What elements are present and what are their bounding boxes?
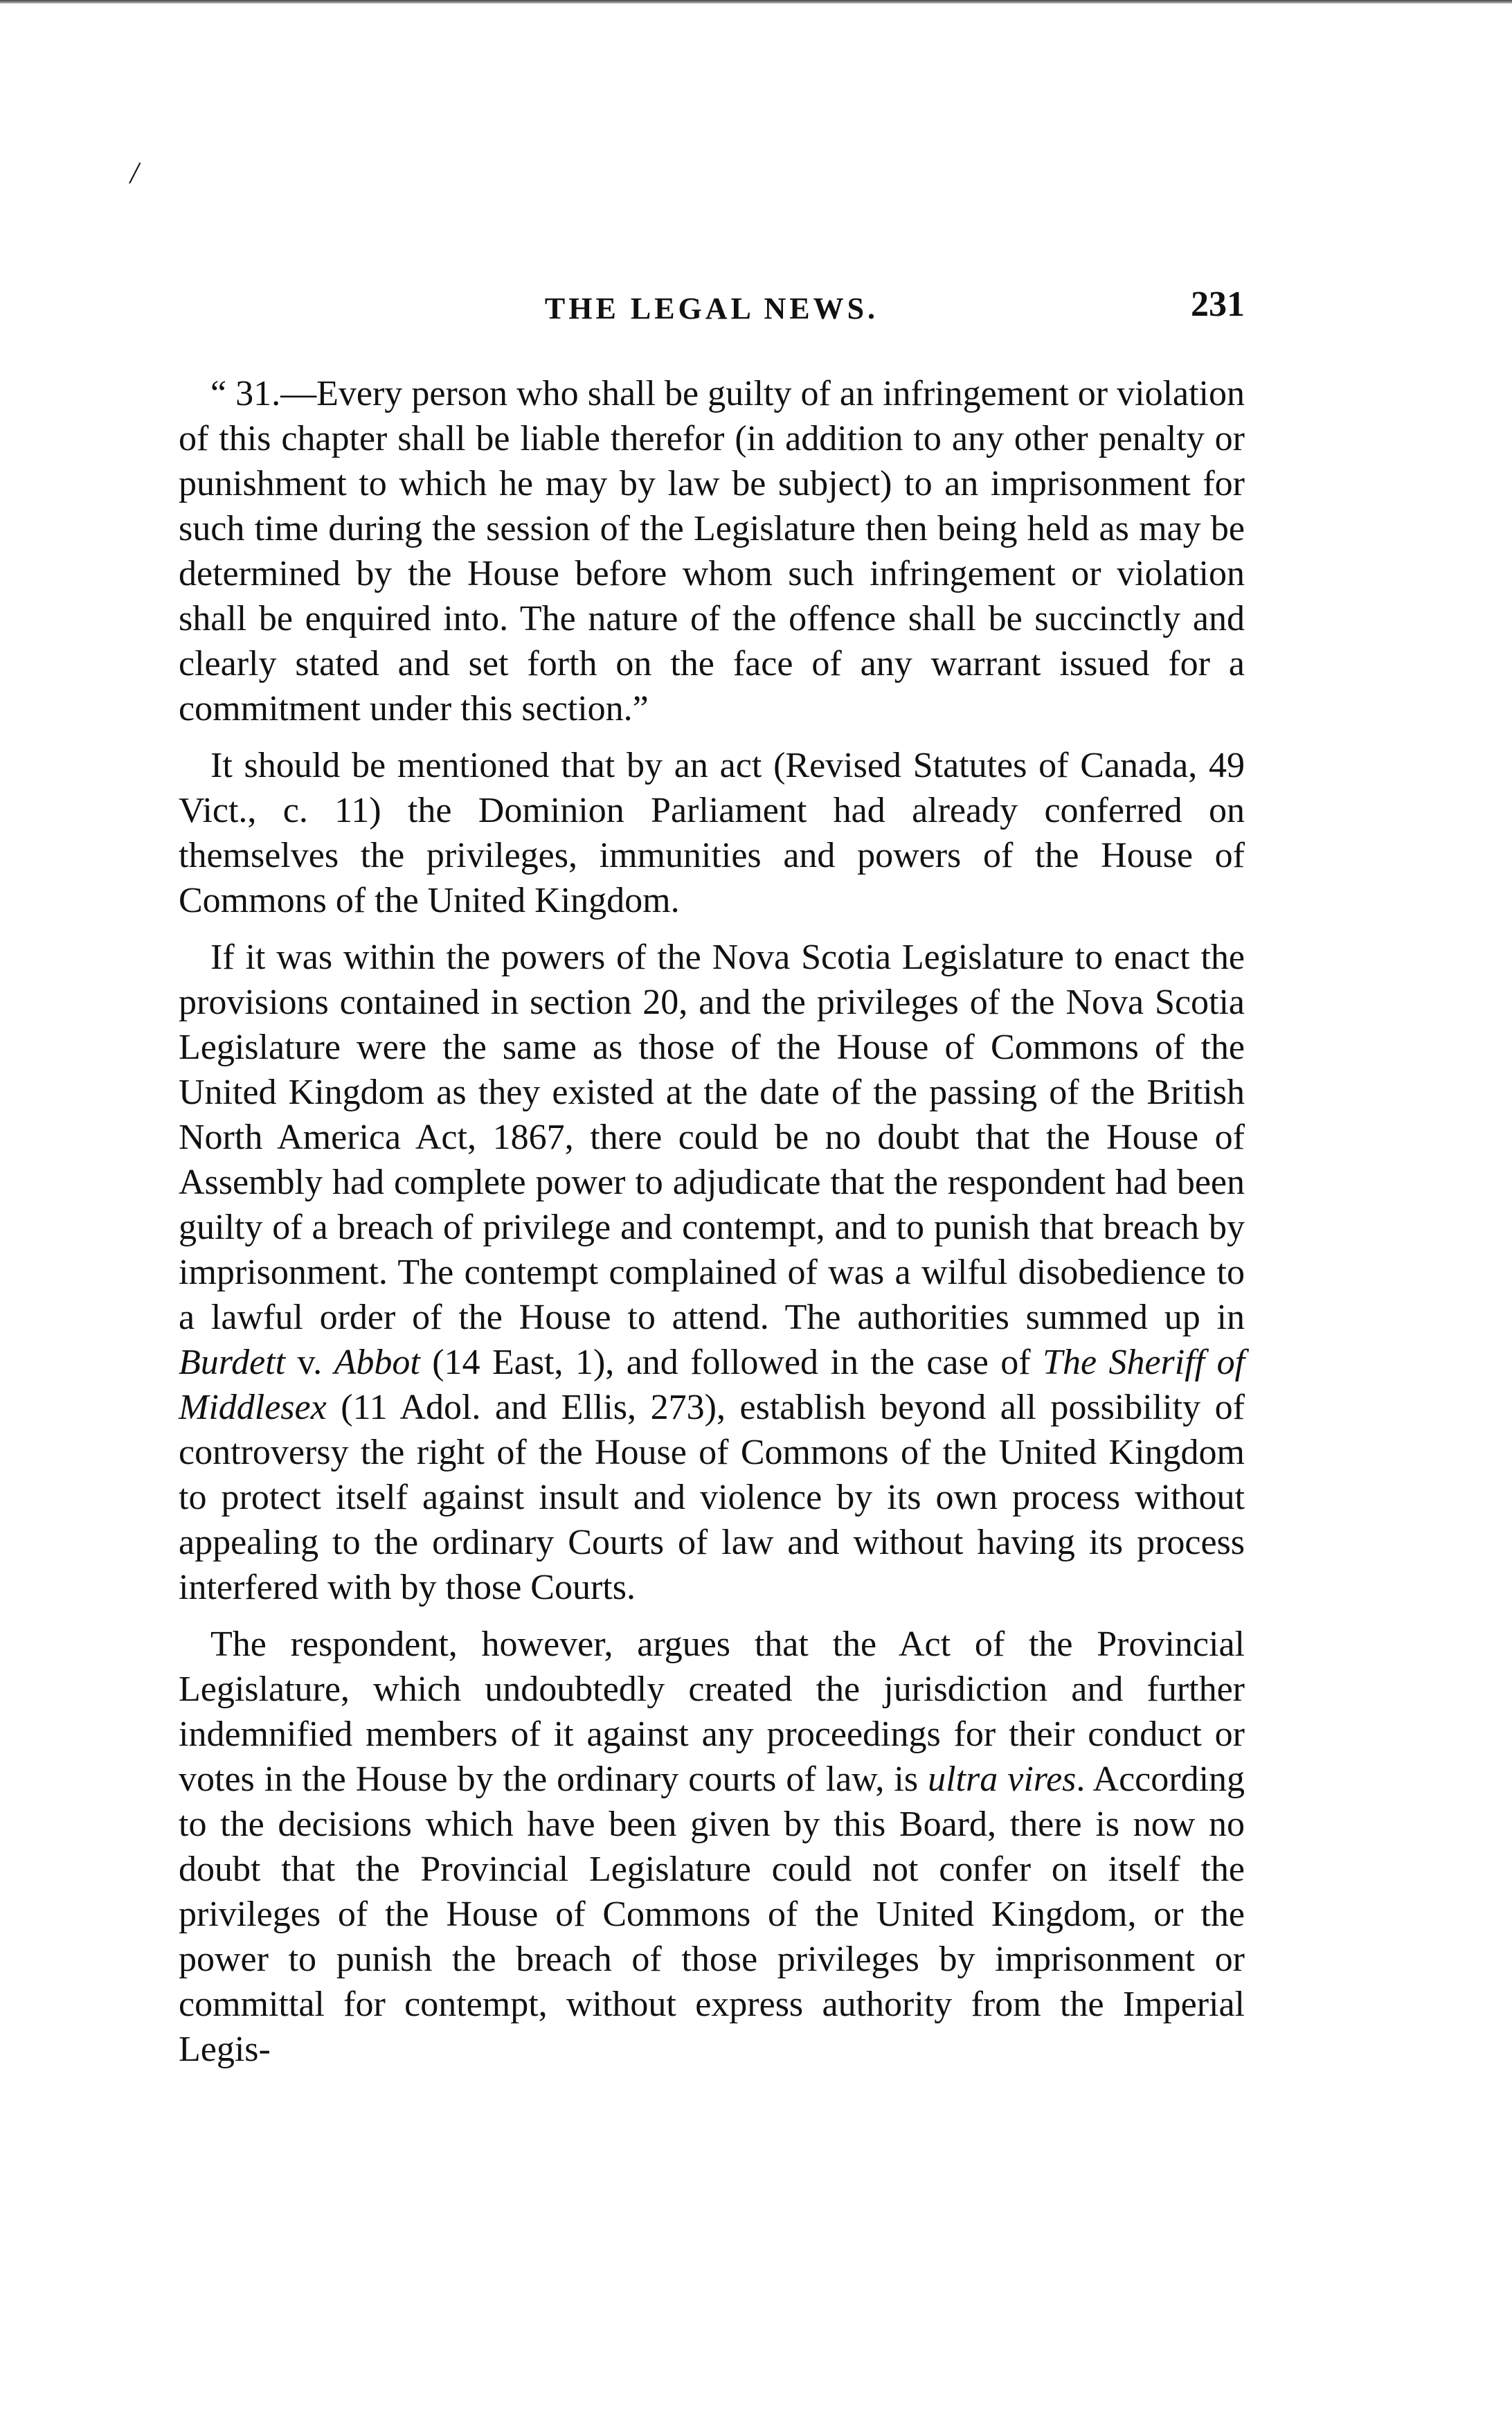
text-segment: v. — [285, 1343, 334, 1382]
paragraph — [179, 1622, 1245, 2072]
italic-citation: The Sheriff of Middlesex — [179, 1343, 1245, 1427]
text-segment: “ 31.—Every person who shall be guilty of an infringement or violation of this chapter shall be liable therefor (in addition to any other penalty or punishment to which he may by law be subject) to an imprisonment for such time during the session of the Legislature then being held as may be determined by the House before whom such infringement or violation shall be enquired into. The nature of the offence shall be succinctly and clearly stated and set forth on the face of any warrant issued for a commitment under this section.” — [179, 374, 1245, 728]
paragraph — [179, 743, 1245, 923]
running-head: THE LEGAL NEWS. — [544, 292, 879, 325]
page-number: 231 — [1191, 285, 1245, 324]
text-segment: (11 Adol. and Ellis, 273), establish beyond all possibility of controversy the right of the House of Commons of the United Kingdom to protect itself against insult and violence by its own process without appealing to the ordinary Courts of law and without having its process interfered with by those Courts. — [179, 1388, 1245, 1607]
italic-citation: Abbot — [334, 1343, 420, 1382]
italic-citation: ultra vires — [928, 1760, 1077, 1799]
top-edge-rule — [0, 0, 1512, 3]
text-segment: If it was within the powers of the Nova Scotia Legislature to enact the provisions contained in section 20, and the privileges of the Nova Scotia Legislature were the same as those of the House of Commons of the United Kingdom as they existed at the date of the passing of the British North America Act, 1867, there could be no doubt that the House of Assembly had complete power to adjudicate that the respondent had been guilty of a breach of privilege and contempt, and to punish that breach by imprisonment. The contempt complained of was a wilful disobedience to a lawful order of the House to attend. The authorities summed up in — [179, 938, 1245, 1337]
page-header — [179, 284, 1245, 332]
paragraph — [179, 935, 1245, 1610]
text-segment: It should be mentioned that by an act (Revised Statutes of Canada, 49 Vict., c. 11) the Dominion Parliament had already conferred on themselves the privileges, immunities and powers of the House of Commons of the United Kingdom. — [179, 746, 1245, 920]
text-segment: . According to the decisions which have been given by this Board, there is now no doubt that the Provincial Legislature could not confer on itself the privileges of the House of Commons of the United Kingdom, or the power to punish the breach of those privileges by imprisonment or committal for contempt, without express authority from the Imperial Legis- — [179, 1760, 1245, 2069]
paragraph — [179, 371, 1245, 731]
stray-pen-mark: / — [130, 156, 139, 190]
text-segment: The respondent, however, argues that the Act of the Provincial Legislature, which undoubtedly created the jurisdiction and further indemnified members of it against any proceedings for their conduct or votes in the House by the ordinary courts of law, is — [179, 1625, 1245, 1799]
body-text — [179, 371, 1245, 2072]
text-segment: (14 East, 1), and followed in the case of — [420, 1343, 1043, 1382]
italic-citation: Burdett — [179, 1343, 286, 1382]
document-page — [179, 284, 1245, 2084]
